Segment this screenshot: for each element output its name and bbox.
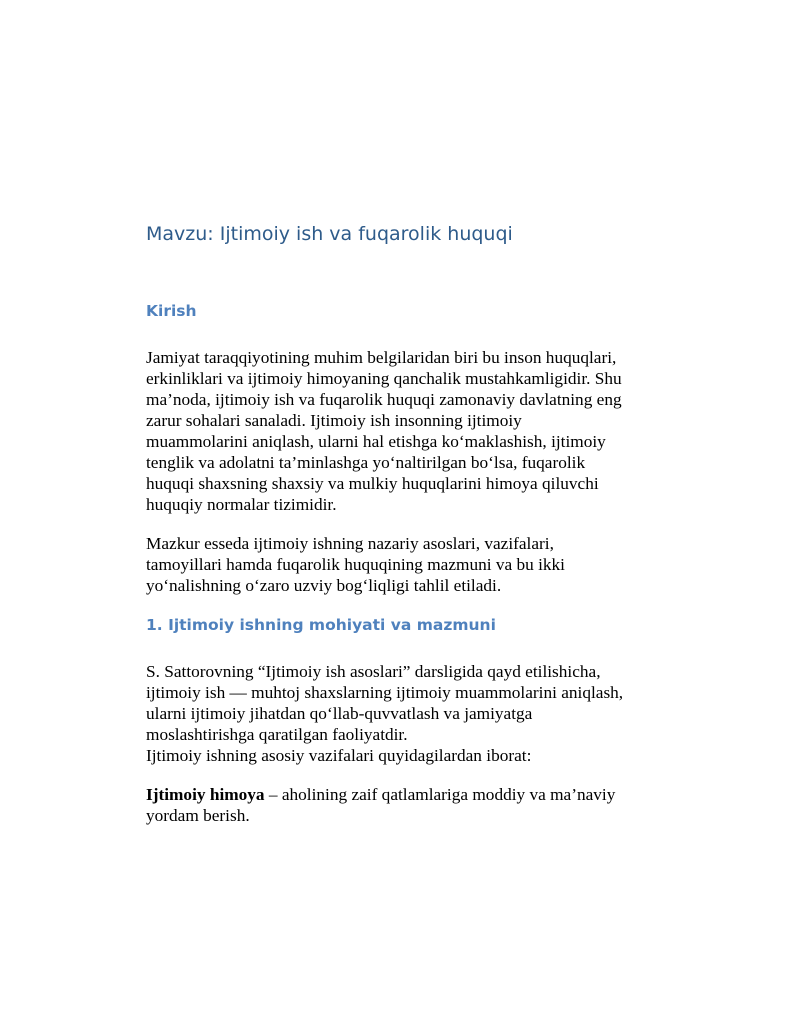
intro-paragraph-2 bbox=[146, 533, 666, 596]
text-line: Jamiyat taraqqiyotining muhim belgilaridan biri bu inson huquqlari, bbox=[146, 348, 617, 367]
text-line: tenglik va adolatni ta’minlashga yo‘naltirilgan bo‘lsa, fuqarolik bbox=[146, 453, 586, 472]
text-line bbox=[146, 784, 666, 805]
section-1-paragraph-1 bbox=[146, 661, 666, 766]
intro-paragraph-1 bbox=[146, 347, 666, 515]
text-line: ijtimoiy ish — muhtoj shaxslarning ijtimoiy muammolarini aniqlash, bbox=[146, 683, 624, 702]
document-body bbox=[146, 220, 666, 826]
text-line: yo‘nalishning o‘zaro uzviy bog‘liqligi tahlil etiladi. bbox=[146, 576, 502, 595]
text-line: tamoyillari hamda fuqarolik huquqining mazmuni va bu ikki bbox=[146, 555, 565, 574]
text-line: S. Sattorovning “Ijtimoiy ish asoslari” darsligida qayd etilishicha, bbox=[146, 662, 601, 681]
text-line: ma’noda, ijtimoiy ish va fuqarolik huquqi zamonaviy davlatning eng bbox=[146, 390, 622, 409]
term-definition: – aholining zaif qatlamlariga moddiy va ma’naviy bbox=[264, 785, 616, 804]
text-line: erkinliklari va ijtimoiy himoyaning qanchalik mustahkamligidir. Shu bbox=[146, 369, 622, 388]
section-1-heading: 1. Ijtimoiy ishning mohiyati va mazmuni bbox=[146, 616, 496, 634]
text-line: moslashtirishga qaratilgan faoliyatdir. bbox=[146, 725, 408, 744]
text-line: huquqi shaxsning shaxsiy va mulkiy huquqlarini himoya qiluvchi bbox=[146, 474, 599, 493]
text-line: ularni ijtimoiy jihatdan qo‘llab-quvvatlash va jamiyatga bbox=[146, 704, 533, 723]
text-line: muammolarini aniqlash, ularni hal etishga ko‘maklashish, ijtimoiy bbox=[146, 432, 606, 451]
bold-term: Ijtimoiy himoya bbox=[146, 785, 265, 804]
text-line: Ijtimoiy ishning asosiy vazifalari quyidagilardan iborat: bbox=[146, 746, 532, 765]
text-line: Mazkur esseda ijtimoiy ishning nazariy asoslari, vazifalari, bbox=[146, 534, 554, 553]
intro-heading: Kirish bbox=[146, 302, 197, 320]
text-line: yordam berish. bbox=[146, 806, 250, 825]
text-line: zarur sohalari sanaladi. Ijtimoiy ish insonning ijtimoiy bbox=[146, 411, 522, 430]
text-line: huquqiy normalar tizimidir. bbox=[146, 495, 337, 514]
document-title: Mavzu: Ijtimoiy ish va fuqarolik huquqi bbox=[146, 223, 513, 245]
section-1-paragraph-2 bbox=[146, 784, 666, 826]
